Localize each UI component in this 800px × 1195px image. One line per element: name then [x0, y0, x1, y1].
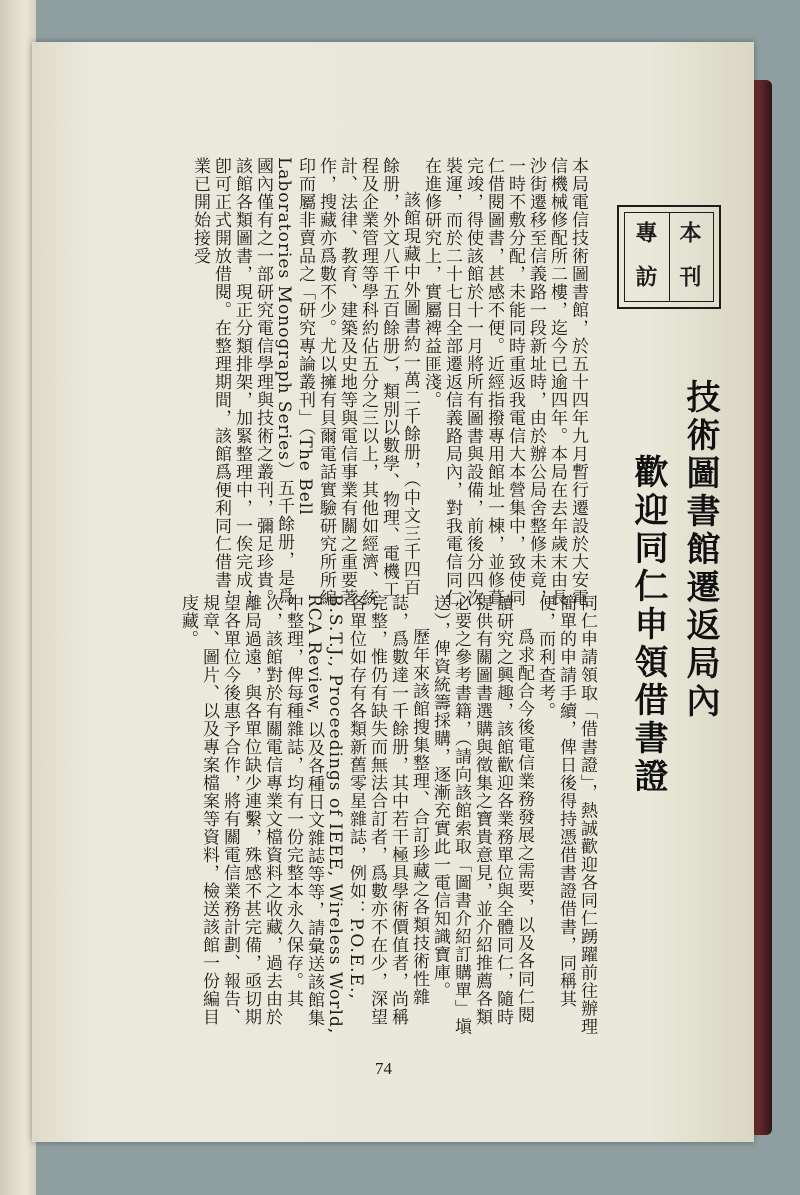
top-text-block	[90, 157, 588, 612]
article-title: 技術圖書館遷返局內	[680, 379, 720, 721]
paragraph: 歷年來該館搜集整理、合訂珍藏之各類技術性雜誌，爲數達一千餘册，其中若干極具學術價值者，尚稱完整，惟仍有缺失而無法合訂者，爲數亦不在少，深望各單位如存有各類新舊零星雜誌，例如：P.O.E.E., B.S.T.J., Proceedings of IEEE, Wireless World, RCA Review, 以及各種日文雜誌等等，請彙送該館集中整理，俾每種雜誌，均有一份完整本永久保存。其次，該館對於有關電信專業文檔資料之收藏，過去由於離局過遠，與各單位缺少連繫，殊感不甚完備，亟切期望各單位今後惠予合作，將有關電信業務計劃、報告、規章、圖片、以及專案檔案等資料，檢送該館一份編目庋藏。	[178, 594, 429, 1035]
paragraph: 同仁申請領取「借書證」，熱誠歡迎各同仁踴躍前往辦理簡單的申請手續，俾日後得持憑借書證借書，同稱其便，而利查考。	[535, 594, 597, 1036]
article-subtitle: 歡迎同仁申領借書證	[628, 454, 668, 796]
paragraph: 本局電信技術圖書館，於五十四年九月暫行遷設於大安電信機械修配所二樓，迄今已逾四年。本局在去年歲末由長沙街遷移至信義路一段新址時，由於辦公局舍整修未竟，一時不敷分配，未能同時重返我電信大本營集中，致使同仁借閱圖書，甚感不便。近經指撥專用館址一棟，並修葺完竣，得使該館於十一月將所有圖書與設備，前後分四次裝運，而於二十七日全部遷返信義路局內，對我電信同仁在進修研究上，實屬裨益匪淺。	[421, 157, 588, 607]
bottom-text-block	[178, 594, 597, 1039]
page-number: 74	[375, 1059, 392, 1078]
badge-char: 專	[632, 221, 658, 255]
badge-char: 本	[676, 221, 702, 255]
paragraph: 爲求配合今後電信業務發展之需要，以及各同仁閱讀研究之興趣，該館歡迎各業務單位與全體同仁，隨時提供有關圖書選購與徵集之寶貴意見，並介紹推薦各類必要之參考書籍，（請向該館索取「圖書介紹訂購單」塡送），俾資統籌採購，逐漸充實此一電信知識寶庫。	[430, 594, 534, 1036]
document-page	[32, 42, 754, 1142]
adjacent-page-edge	[0, 0, 36, 1195]
column-badge	[617, 205, 721, 309]
badge-char: 訪	[632, 265, 658, 299]
badge-char: 刊	[676, 265, 702, 299]
badge-divider	[669, 213, 670, 301]
paragraph: 該館現藏中外圖書約一萬二千餘册，（中文三千四百餘册，外文八千五百餘册），類別以數學、物理、電機工程及企業管理等學科約佔五分之三以上，其他如經濟、統計、法律、教育、建築及史地等與電信事業有關之重要著作，搜藏亦爲數不少。尤以擁有貝爾電話實驗研究所所編印而屬非賣品之「研究專論叢刊」（The Bell Laboratories Monograph Series）五千餘册，是爲國內僅有之一部研究電信學理與技術之叢刊，彌足珍貴。該館各類圖書，現正分類排架，加緊整理中，一俟完成，卽可正式開放借閱。在整理期間，該館爲便利同仁借書，業已開始接受	[190, 157, 420, 607]
